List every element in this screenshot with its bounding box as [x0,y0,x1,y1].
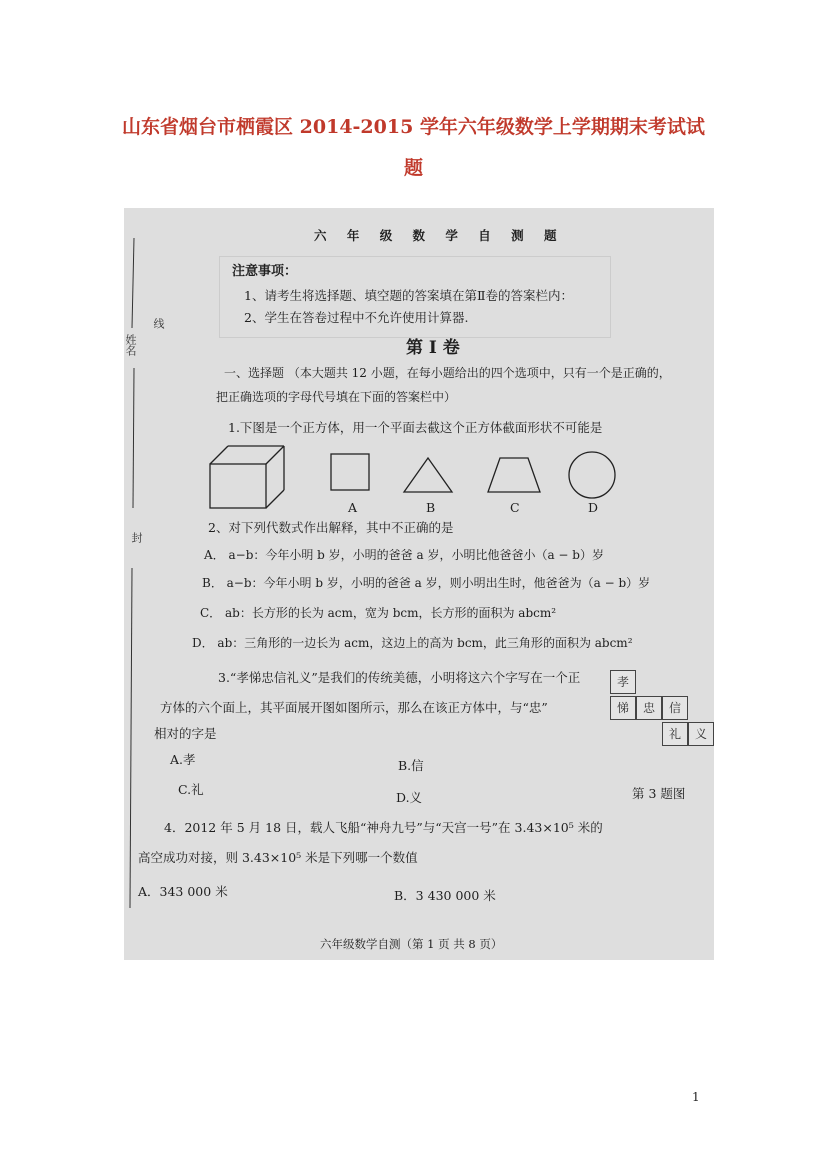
net-cell-li: 礼 [662,722,688,746]
question-3-cube-net [610,670,714,766]
q4-option-b: B．3 430 000 米 [394,888,496,903]
question-2-text: 2、对下列代数式作出解释，其中不正确的是 [208,520,454,535]
net-cell-ti: 悌 [610,696,636,720]
question-3-line2: 方体的六个面上，其平面展开图如图所示，那么在该正方体中，与“忠” [160,700,548,715]
q1-label-c: C [510,500,520,515]
cube-figure [210,446,284,508]
q3-option-a: A.孝 [170,752,196,767]
net-cell-zhong: 忠 [636,696,662,720]
net-cell-yi: 义 [688,722,714,746]
q3-option-b: B.信 [398,758,424,773]
option-a-square [331,454,369,490]
volume-title: 第 Ⅰ 卷 [406,338,460,358]
document-title-line2: 题 [403,157,423,179]
question-3-figure-caption: 第 3 题图 [632,786,686,801]
question-1-figures [204,440,624,520]
q1-label-d: D [588,500,599,515]
option-d-circle [569,452,615,498]
q2-option-b: B． a−b：今年小明 b 岁，小明的爸爸 a 岁，则小明出生时，他爸爸为（a − b）岁 [202,576,651,590]
document-title-line1: 山东省烟台市栖霞区 2014-2015 学年六年级数学上学期期末考试试 [122,116,705,138]
q2-option-d: D． ab：三角形的一边长为 acm，这边上的高为 bcm，此三角形的面积为 abcm² [192,636,633,650]
q2-option-c: C． ab：长方形的长为 acm，宽为 bcm，长方形的面积为 abcm² [200,606,557,620]
q1-label-b: B [426,500,436,515]
question-1-text: 1.下图是一个正方体，用一个平面去截这个正方体截面形状不可能是 [228,420,603,435]
q3-option-c: C.礼 [178,782,204,797]
net-cell-xiao: 孝 [610,670,636,694]
net-cell-xin: 信 [662,696,688,720]
question-3-line3: 相对的字是 [154,726,217,741]
notice-item-2: 2、学生在答卷过程中不允许使用计算器. [244,310,469,325]
option-c-trapezoid [488,458,540,492]
section1-intro-line2: 把正确选项的字母代号填在下面的答案栏中） [216,390,457,404]
section1-intro-line1: 一、选择题 （本大题共 12 小题，在每小题给出的四个选项中，只有一个是正确的， [224,366,671,380]
q4-option-a: A．343 000 米 [138,884,228,899]
page-number: 1 [692,1090,700,1104]
binder-label-name: 姓名 [124,334,137,356]
q2-option-a: A． a−b：今年小明 b 岁，小明的爸爸 a 岁，小明比他爸爸小（a − b）岁 [204,548,604,562]
question-4-line1: 4．2012 年 5 月 18 日，载人飞船“神舟九号”与“天宫一号”在 3.43×10⁵ 米的 [164,820,603,835]
option-b-triangle [404,458,452,492]
q3-option-d: D.义 [396,790,423,805]
exam-heading: 六 年 级 数 学 自 测 题 [314,228,565,243]
binder-label-line: 线 [152,318,165,329]
question-3-line1: 3.“孝悌忠信礼义”是我们的传统美德，小明将这六个字写在一个正 [218,670,581,685]
binder-label-seal: 封 [130,532,143,543]
notice-item-1: 1、请考生将选择题、填空题的答案填在第Ⅱ卷的答案栏内： [244,288,573,303]
q1-label-a: A [348,500,358,515]
exam-page-footer: 六年级数学自测（第 1 页 共 8 页） [320,937,503,951]
scanned-exam-page [124,208,714,960]
question-4-line2: 高空成功对接，则 3.43×10⁵ 米是下列哪一个数值 [138,850,418,865]
notice-title: 注意事项： [232,264,298,279]
